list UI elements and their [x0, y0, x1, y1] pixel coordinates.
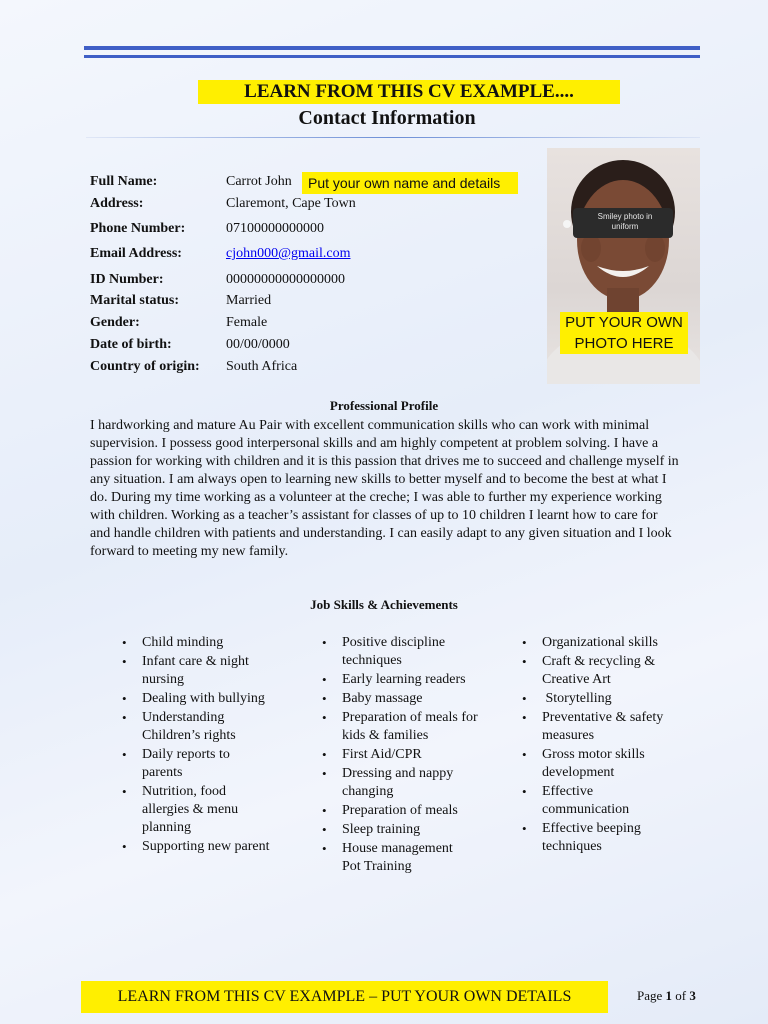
skill-item: • House management: [318, 840, 488, 858]
page-current: 1: [665, 988, 673, 1003]
footer-banner: LEARN FROM THIS CV EXAMPLE – PUT YOUR OWN DETAILS: [81, 981, 608, 1013]
skill-item: • Organizational skills: [518, 634, 678, 652]
skill-item: • Dressing and nappy changing: [318, 765, 488, 801]
label-address: Address:: [90, 196, 144, 211]
skill-item: • First Aid/CPR: [318, 746, 488, 764]
skills-heading: Job Skills & Achievements: [310, 597, 458, 612]
page-total: 3: [689, 988, 696, 1003]
photo-caption: [560, 312, 688, 354]
value-full-name: Carrot John: [226, 174, 292, 189]
skill-item: Pot Training: [342, 859, 412, 874]
skill-item: • Sleep training: [318, 821, 488, 839]
value-marital-status: Married: [226, 293, 272, 308]
skills-column-3: [518, 634, 678, 857]
profile-heading: Professional Profile: [329, 398, 439, 413]
page-title: Contact Information: [298, 107, 476, 129]
page-of: of: [675, 988, 687, 1003]
label-id-number: ID Number:: [90, 272, 164, 287]
skill-item: • Preparation of meals for kids & families: [318, 709, 488, 745]
value-gender: Female: [226, 315, 268, 330]
email-link[interactable]: cjohn000@gmail.com: [226, 246, 351, 261]
label-gender: Gender:: [90, 315, 140, 330]
value-phone: 07100000000000: [226, 221, 324, 236]
skill-item: • Baby massage: [318, 690, 488, 708]
skill-item: • Supporting new parent: [118, 838, 273, 856]
photo-caption-line2: PHOTO HERE: [574, 335, 674, 352]
page-number: [637, 988, 696, 1004]
skill-item: • Effective beeping techniques: [518, 820, 678, 856]
skill-item: • Child minding: [118, 634, 273, 652]
value-address: Claremont, Cape Town: [226, 196, 356, 211]
top-rule: [84, 55, 700, 58]
label-marital-status: Marital status:: [90, 293, 180, 308]
skill-item: • Daily reports to parents: [118, 746, 273, 782]
skill-item: • Storytelling: [518, 690, 678, 708]
label-email: Email Address:: [90, 246, 182, 261]
photo-sticker-text: Smiley photo in uniform: [597, 212, 653, 231]
photo-caption-line1: PUT YOUR OWN: [565, 314, 683, 331]
skills-column-1: [118, 634, 273, 857]
skills-column-2: [318, 634, 488, 877]
value-date-of-birth: 00/00/0000: [226, 337, 290, 352]
profile-text: I hardworking and mature Au Pair with excellent communication skills who can work with minimal supervision. I possess good interpersonal skills and am highly competent at problem solving. I have a passion for working with children and it is this passion that drives me to succeed and challenge myself in any situation. I am always open to learning new skills to better myself and to become the best at what I do. During my time working as a volunteer at the creche; I was able to further my experience working with children. Working as a teacher’s assistant for classes of up to 10 children I learnt how to care for and handle children with patients and understanding. I can easily adapt to any given situation and I look forward to meeting my new family.: [90, 418, 679, 559]
top-rule: [84, 46, 700, 50]
skill-item: • Early learning readers: [318, 671, 488, 689]
header-banner: LEARN FROM THIS CV EXAMPLE....: [198, 80, 620, 104]
skill-item: • Understanding Children’s rights: [118, 709, 273, 745]
value-country: South Africa: [226, 359, 298, 374]
value-id-number: 00000000000000000: [226, 272, 345, 287]
skill-item: • Nutrition, food allergies & menu planning: [118, 783, 273, 837]
label-country: Country of origin:: [90, 359, 200, 374]
skill-item: • Dealing with bullying: [118, 690, 273, 708]
skill-item: • Preparation of meals: [318, 802, 488, 820]
skill-item: • Preventative & safety measures: [518, 709, 678, 745]
page-word: Page: [637, 988, 663, 1003]
skill-item: • Craft & recycling & Creative Art: [518, 653, 678, 689]
skill-item: • Effective communication: [518, 783, 678, 819]
divider: [86, 137, 700, 138]
label-date-of-birth: Date of birth:: [90, 337, 172, 352]
skill-item: • Infant care & night nursing: [118, 653, 273, 689]
label-phone: Phone Number:: [90, 221, 186, 236]
skill-item: • Gross motor skills development: [518, 746, 678, 782]
name-note: Put your own name and details: [302, 172, 518, 194]
skill-item: • Positive discipline techniques: [318, 634, 488, 670]
label-full-name: Full Name:: [90, 174, 158, 189]
